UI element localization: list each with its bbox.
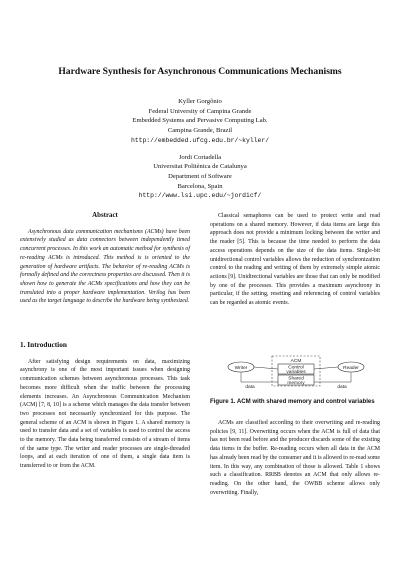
author-affiliation: Department of Software [168,172,232,180]
introduction-heading: 1. Introduction [20,340,67,349]
paper-title: Hardware Synthesis for Asynchronous Communications Mechanisms [58,66,342,77]
acm-label: ACM [290,359,302,364]
author-affiliation: Universitat Politènica de Catalunya [153,163,247,171]
reader-control-edge [314,367,338,369]
control-variables-label: Control [288,365,304,371]
abstract-text: Asynchronous data communication mechanisms (ACMs) have been extensively studied as data connectors between independently timed concurrent processes. In this work an automatic method for synthesis of re-reading ACMs is introduced. This method is is oriented to the generation of hardware artifacts. The behavior of re-reading ACMs is formally defined and the correctness properties are discussed. Then it is shown how to generate the ACMs specifications and how they can be translated into a proper hardware implementation. Verilog has been used as the target language to describe the hardware being synthesized. [20,228,190,305]
body-paragraph: Classical semaphores can be used to protect write and read operations on a shared memory. However, if data items are large this approach does not provide a minimum locking between the writer and the reader [5]. This is because the time needed to perform the data access operations depends on the size of the data items. Single-bit unidirectional control variables allows the reduction of synchronization control to the reading and writing of them by extremely simple atomic actions [9]. Unidirectional variables are those that can only be modified by one of the processes. This provides a maximum asynchrony in particular, if the setting, resetting and referencing of control variables can be regarded as atomic events. [210,213,380,307]
writer-control-edge [254,367,278,369]
right-column-bottom [210,419,380,497]
introduction-paragraph: After satisfying design requirements on data, maximizing asynchrony is one of the most important issues when designing communication schemes between asynchronous processes. This task becomes more difficult when the traffic between the processing elements increases. An Asynchronous Communication Mechanism (ACM) [7, 8, 10] is a scheme which manages the data transfer between two processes not necessarily synchronized for this purpose. The general scheme of an ACM is shown in Figure 1. A shared memory is used to transfer data and a set of variables is used to control the access to the memory. The data being transferred consists of a stream of items of the same type. The writer and reader processes are single-threaded loops, and at each iteration of one of them, a single data item is transferred to or from the ACM. [20,358,190,470]
author-affiliation: Barcelona, Spain [177,182,223,190]
shared-memory-label: memory [287,381,305,386]
reader-label: Reader [343,365,359,371]
abstract-section [20,212,190,306]
author-url-link[interactable]: http://www.lsi.upc.edu/~jordicf/ [138,192,262,200]
figure-caption: Figure 1. ACM with shared memory and control variables [210,398,375,405]
author-block [0,97,400,201]
author-affiliation: Embedded Systems and Pervasive Computing Lab. [132,117,268,125]
control-variables-label: variables [286,370,306,375]
shared-memory-label: Shared [288,376,304,382]
right-column-top [210,212,380,308]
abstract-heading: Abstract [92,212,118,219]
author-name: Jordi Cortadella [178,153,222,161]
author-affiliation: Campina Grande, Brazil [167,127,233,135]
introduction-section [20,341,190,471]
author-url-link[interactable]: http://embedded.ufcg.edu.br/~kyller/ [130,136,270,144]
data-label: data [245,385,255,390]
author-name: Kyller Gorgônio [178,98,222,105]
reader-data-edge [314,372,351,382]
data-label: data [337,385,347,390]
acm-diagram [210,354,380,420]
body-paragraph: ACMs are classified according to their overwriting and re-reading policies [9, 11]. Overwriting occurs when the ACM is full of data that has not been read before and the producer discards some of the existing data items in the buffer. Re-reading occurs when all data in the ACM has already been read by the consumer and it is allowed to re-read some item. In this way, any combination of those is allowed. Table 1 shows such a classification. RRBB denotes an ACM that only allows re-reading. On the other hand, the OWBB scheme allows only overwriting. Finally, [210,420,380,496]
writer-data-edge [241,372,278,382]
writer-label: Writer [234,365,248,371]
author-affiliation: Federal University of Campina Grande [148,107,252,115]
